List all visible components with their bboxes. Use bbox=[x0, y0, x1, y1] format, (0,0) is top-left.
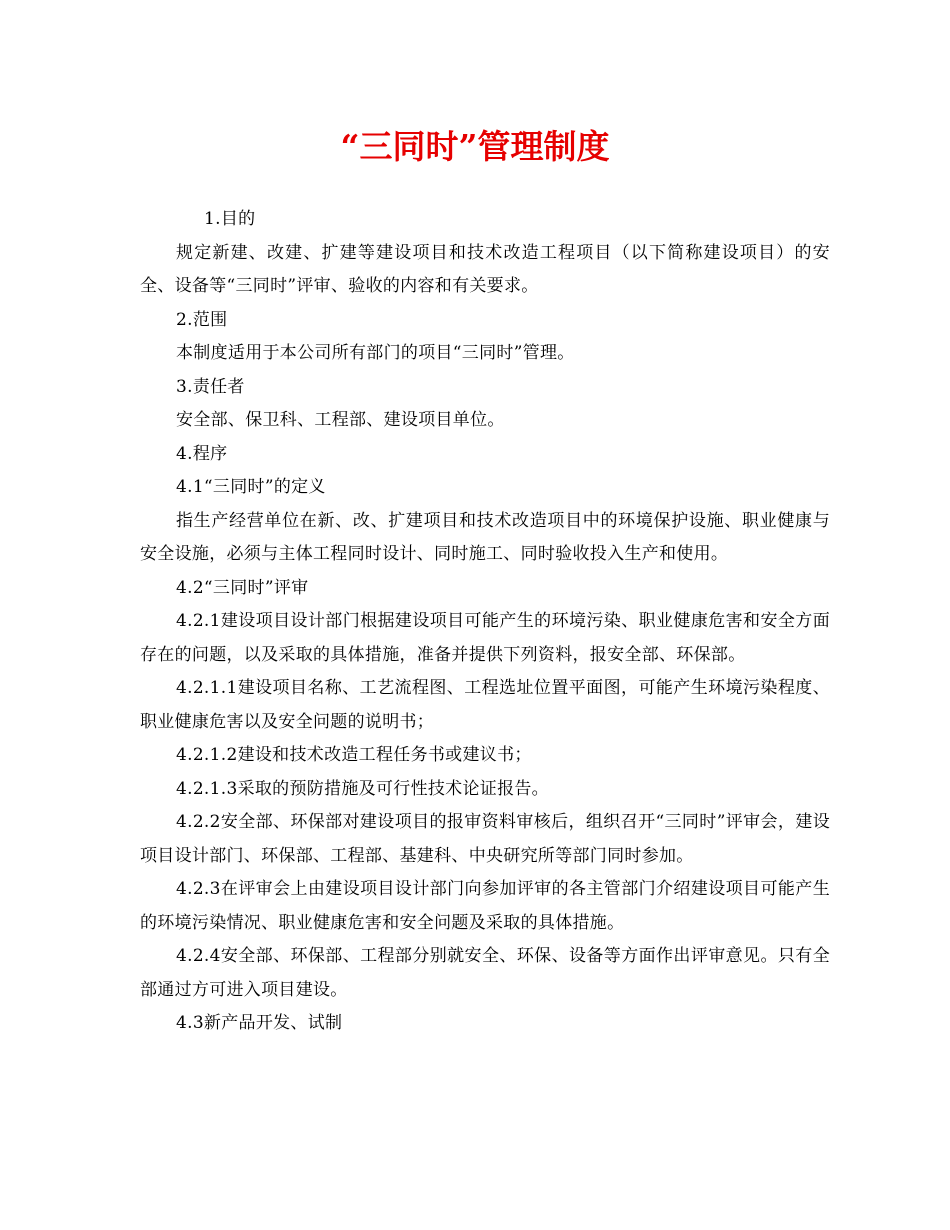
subsection-heading-new-product: 4.3新产品开发、试制 bbox=[176, 1013, 343, 1033]
paragraph-4-2-2: 4.2.2安全部、环保部对建设项目的报审资料审核后，组织召开“三同时”评审会，建设项目设计部门、环保部、工程部、基建科、中央研究所等部门同时参加。 bbox=[140, 812, 830, 866]
document-body bbox=[140, 203, 830, 1041]
section-heading-scope: 2.范围 bbox=[176, 309, 228, 330]
paragraph-4-2-1-3: 4.2.1.3采取的预防措施及可行性技术论证报告。 bbox=[176, 778, 549, 799]
paragraph-4-2-1: 4.2.1建设项目设计部门根据建设项目可能产生的环境污染、职业健康危害和安全方面存在的问题，以及采取的具体措施，准备并提供下列资料，报安全部、环保部。 bbox=[140, 611, 830, 665]
section-heading-responsible: 3.责任者 bbox=[176, 376, 245, 397]
subsection-heading-definition: 4.1“三同时”的定义 bbox=[176, 477, 326, 497]
paragraph-4-2-3: 4.2.3在评审会上由建设项目设计部门向参加评审的各主管部门介绍建设项目可能产生的环境污染情况、职业健康危害和安全问题及采取的具体措施。 bbox=[140, 879, 830, 933]
subsection-heading-review: 4.2“三同时”评审 bbox=[176, 577, 309, 598]
paragraph-4-2-1-2: 4.2.1.2建设和技术改造工程任务书或建议书； bbox=[176, 745, 532, 765]
paragraph-4-2-1-1: 4.2.1.1建设项目名称、工艺流程图、工程选址位置平面图，可能产生环境污染程度、职业健康危害以及安全问题的说明书； bbox=[140, 678, 830, 732]
section-heading-procedure: 4.程序 bbox=[176, 443, 228, 464]
paragraph-responsible: 安全部、保卫科、工程部、建设项目单位。 bbox=[176, 410, 505, 430]
paragraph-purpose: 规定新建、改建、扩建等建设项目和技术改造工程项目（以下简称建设项目）的安全、设备等“三同时”评审、验收的内容和有关要求。 bbox=[140, 242, 830, 296]
paragraph-scope: 本制度适用于本公司所有部门的项目“三同时”管理。 bbox=[176, 343, 575, 363]
paragraph-4-2-4: 4.2.4安全部、环保部、工程部分别就安全、环保、设备等方面作出评审意见。只有全部通过方可进入项目建设。 bbox=[140, 946, 830, 1000]
paragraph-definition: 指生产经营单位在新、改、扩建项目和技术改造项目中的环境保护设施、职业健康与安全设施，必须与主体工程同时设计、同时施工、同时验收投入生产和使用。 bbox=[140, 510, 830, 564]
document-title: “三同时”管理制度 bbox=[340, 127, 610, 166]
section-heading-purpose: 1.目的 bbox=[204, 209, 256, 229]
